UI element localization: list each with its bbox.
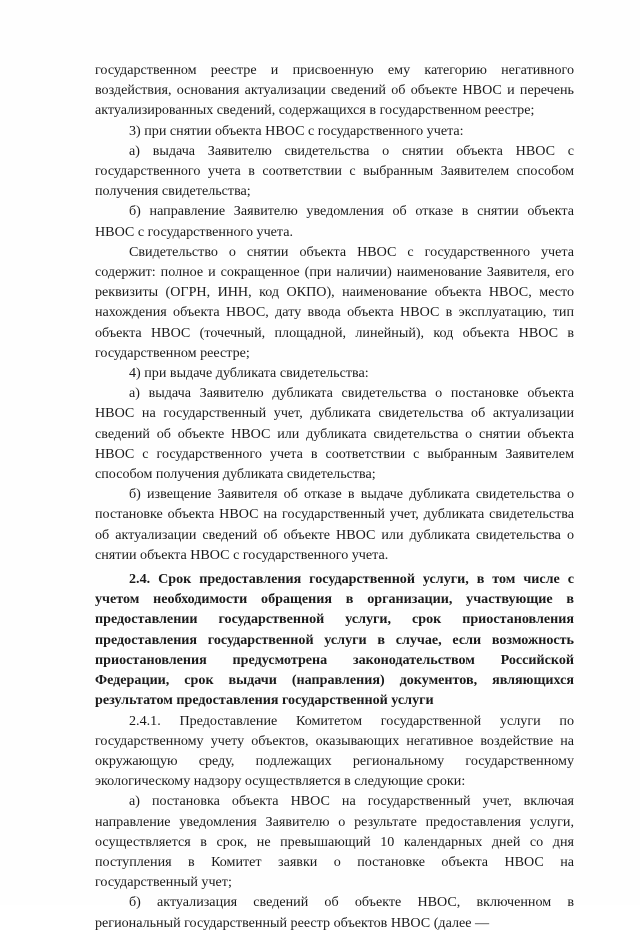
paragraph-item-3b: б) направление Заявителю уведомления об отказе в снятии объекта НВОС с государственного учета. [95, 203, 574, 240]
paragraph-2-4-1-b: б) актуализация сведений об объекте НВОС, включенном в региональный государственный реестр объектов НВОС (далее — [95, 894, 574, 931]
paragraph-item-4-duplicate: 4) при выдаче дубликата свидетельства: [129, 365, 369, 382]
paragraph-item-3-deregistration: 3) при снятии объекта НВОС с государственного учета: [129, 122, 464, 139]
paragraph-item-4b: б) извещение Заявителя об отказе в выдаче дубликата свидетельства о постановке объекта НВОС на государственный учет, дубликата свидетельства об актуализации сведений об объекте НВОС или дубликата свидетельства о снятии объекта НВОС с государственного учета. [95, 486, 574, 563]
paragraph-item-3a: а) выдача Заявителю свидетельства о снятии объекта НВОС с государственного учета в соответствии с выбранным Заявителем способом получения свидетельства; [95, 142, 574, 200]
paragraph-2-4-1-a: а) постановка объекта НВОС на государственный учет, включая направление уведомления Заявителю о результате предоставления услуги, осуществляется в срок, не превышающий 10 календарных дней со дня поступления в Комитет заявки о постановке объекта НВОС на государственный учет; [95, 793, 574, 891]
section-heading-2-4: 2.4. Срок предоставления государственной услуги, в том числе с учетом необходимости обращения в организации, участвующие в предоставлении государственной услуги, срок приостановления предоставления государственной услуги в случае, если возможность приостановления предусмотрена законодательством Российской Федерации, срок выдачи (направления) документов, являющихся результатом предоставления государственной услуги [95, 571, 574, 709]
paragraph-registry-category: государственном реестре и присвоенную ему категорию негативного воздействия, основания актуализации сведений об объекте НВОС и перечень актуализированных сведений, содержащихся в государственном реестре; [95, 62, 574, 119]
paragraph-certificate-contents: Свидетельство о снятии объекта НВОС с государственного учета содержит: полное и сокращенное (при наличии) наименование Заявителя, его реквизиты (ОГРН, ИНН, код ОКПО), наименование объекта НВОС, место нахождения объекта НВОС, дату ввода объекта НВОС в эксплуатацию, тип объекта НВОС (точечный, площадной, линейный), код объекта НВОС в государственном реестре; [95, 243, 574, 361]
paragraph-2-4-1: 2.4.1. Предоставление Комитетом государственной услуги по государственному учету объектов, оказывающих негативное воздействие на окружающую среду, подлежащих региональному государственному экологическому надзору осуществляется в следующие сроки: [95, 712, 574, 790]
paragraph-item-4a: а) выдача Заявителю дубликата свидетельства о постановке объекта НВОС на государственный учет, дубликата свидетельства об актуализации сведений об объекте НВОС или дубликата свидетельства о снятии объекта НВОС с государственного учета в соответствии с выбранным Заявителем способом получения дубликата свидетельства; [95, 385, 574, 483]
